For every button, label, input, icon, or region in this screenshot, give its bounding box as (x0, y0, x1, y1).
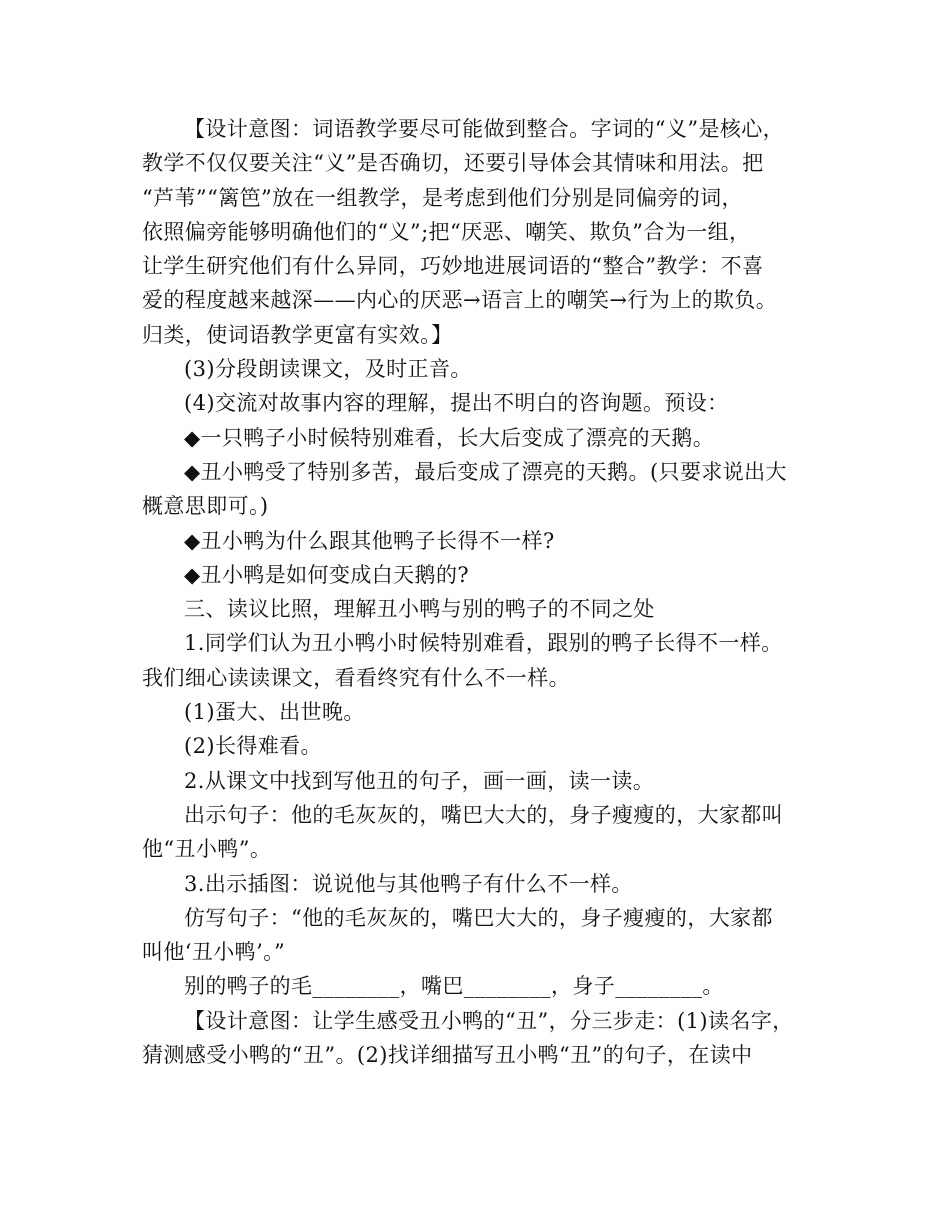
paragraph-line: “芦苇”“篱笆”放在一组教学，是考虑到他们分别是同偏旁的词， (142, 185, 743, 210)
paragraph-line: 1.同学们认为丑小鸭小时候特别难看，跟别的鸭子长得不一样。 (184, 631, 783, 656)
paragraph-line: 【设计意图：让学生感受丑小鸭的“丑”，分三步走：(1)读名字， (184, 1008, 794, 1033)
document-body (142, 112, 822, 1072)
bullet-line: ◆丑小鸭是如何变成白天鹅的? (184, 562, 470, 587)
paragraph-line: (4)交流对故事内容的理解，提出不明白的咨询题。预设： (184, 391, 729, 416)
paragraph-line: (3)分段朗读课文，及时正音。 (184, 357, 472, 382)
paragraph-line: 教学不仅仅要关注“义”是否确切，还要引导体会其情味和用法。把 (142, 151, 764, 176)
paragraph-line: 他“丑小鸭”。 (142, 837, 272, 862)
paragraph-line: 3.出示插图：说说他与其他鸭子有什么不一样。 (184, 871, 633, 896)
paragraph-line: (2)长得难看。 (184, 734, 322, 759)
paragraph-line: 归类，使词语教学更富有实效。】 (142, 322, 453, 347)
paragraph-line: 仿写句子：“他的毛灰灰的，嘴巴大大的，身子瘦瘦的，大家都 (184, 905, 773, 930)
paragraph-line: 2.从课文中找到写他丑的句子，画一画，读一读。 (184, 768, 655, 793)
paragraph-line: 让学生研究他们有什么异同，巧妙地进展词语的“整合”教学：不喜 (142, 254, 764, 279)
paragraph-line: (1)蛋大、出世晚。 (184, 700, 365, 725)
paragraph-line: 我们细心读读课文，看看终究有什么不一样。 (142, 665, 570, 690)
bullet-line: ◆丑小鸭受了特别多苦，最后变成了漂亮的天鹅。(只要求说出大 (184, 459, 787, 484)
paragraph-line: 出示句子：他的毛灰灰的，嘴巴大大的，身子瘦瘦的，大家都叫 (184, 802, 784, 827)
bullet-line: ◆丑小鸭为什么跟其他鸭子长得不一样? (184, 528, 555, 553)
bullet-line: ◆一只鸭子小时候特别难看，长大后变成了漂亮的天鹅。 (184, 425, 715, 450)
paragraph-line: 叫他‘丑小鸭’。” (142, 940, 286, 965)
paragraph-line: 爱的程度越来越深——内心的厌恶→语言上的嘲笑→行为上的欺负。 (142, 288, 778, 313)
paragraph-line: 【设计意图：词语教学要尽可能做到整合。字词的“义”是核心， (184, 117, 785, 141)
section-heading: 三、读议比照，理解丑小鸭与别的鸭子的不同之处 (184, 597, 655, 622)
paragraph-line: 概意思即可。) (142, 494, 269, 519)
paragraph-line: 猜测感受小鸭的“丑”。(2)找详细描写丑小鸭“丑”的句子，在读中 (142, 1043, 753, 1068)
paragraph-line: 依照偏旁能够明确他们的“义”;把“厌恶、嘲笑、欺负”合为一组， (142, 219, 751, 244)
fill-in-line: 别的鸭子的毛________，嘴巴________，身子________。 (184, 974, 724, 999)
